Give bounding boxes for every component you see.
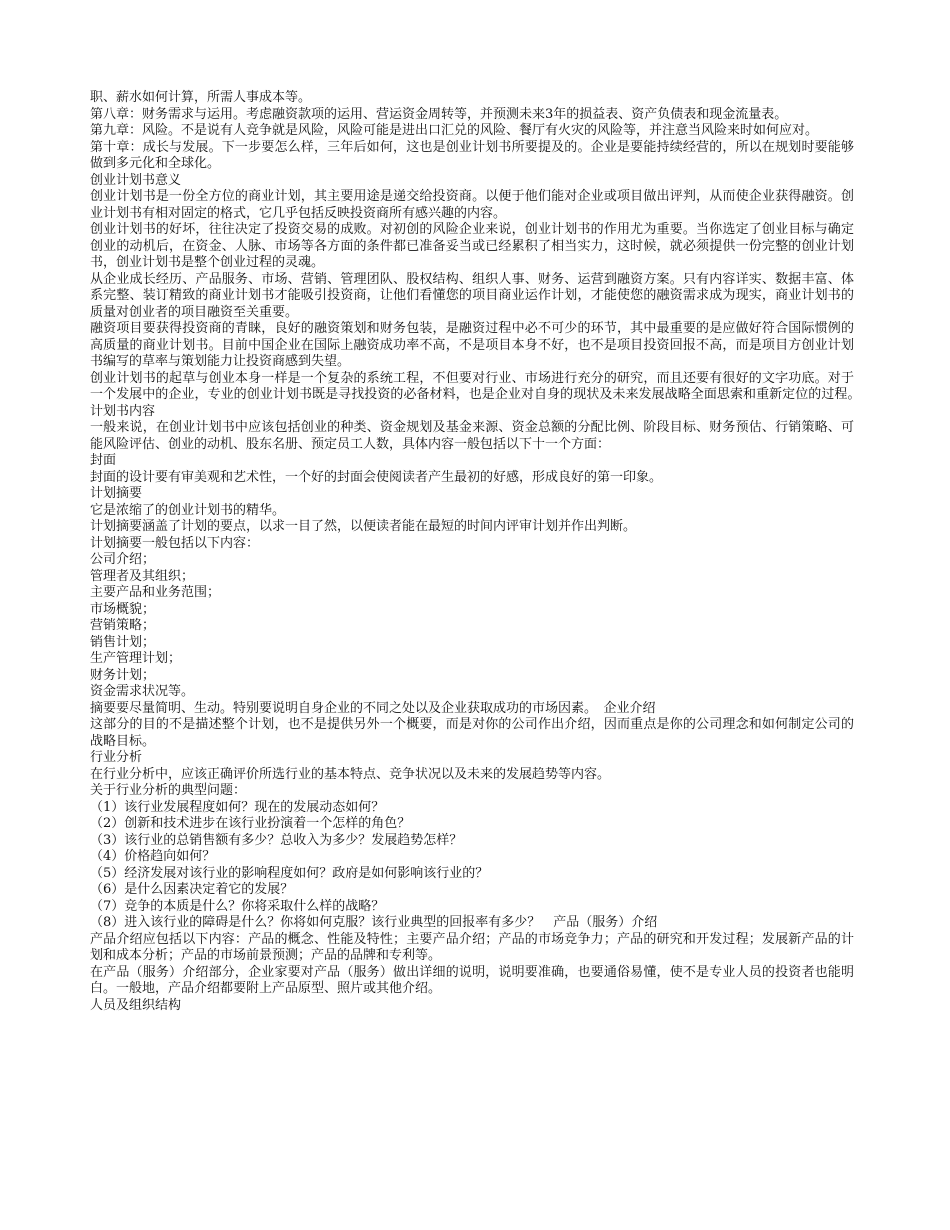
paragraph: 在行业分析中，应该正确评价所选行业的基本特点、竞争状况以及未来的发展趋势等内容。 [90, 766, 611, 782]
paragraph: 封面的设计要有审美观和艺术性，一个好的封面会使阅读者产生最初的好感，形成良好的第一印象。 [90, 469, 663, 485]
list-item: 管理者及其组织； [90, 568, 195, 584]
paragraph: 在产品（服务）介绍部分，企业家要对产品（服务）做出详细的说明，说明要准确，也要通俗易懂，使不是专业人员的投资者也能明白。一般地，产品介绍都要附上产品原型、照片或其他介绍。 [90, 964, 854, 996]
section-heading: 封面 [90, 453, 117, 468]
question-item: （6）是什么因素决定着它的发展？ [90, 882, 294, 897]
paragraph: 计划摘要一般包括以下内容： [90, 535, 260, 551]
section-heading: 人员及组织结构 [90, 997, 182, 1013]
paragraph: 融资项目要获得投资商的青睐，良好的融资策划和财务包装，是融资过程中必不可少的环节，其中最重要的是应做好符合国际惯例的高质量的商业计划书。目前中国企业在国际上融资成功率不高，不是项目本身不好，也不是项目投资回报不高，而是项目方创业计划书编写的草率与策划能力让投资商感到失望。 [90, 321, 854, 369]
question-item: （4）价格趋向如何？ [90, 849, 216, 864]
list-item: 市场概貌； [90, 601, 156, 617]
paragraph: 一般来说，在创业计划书中应该包括创业的种类、资金规划及基金来源、资金总额的分配比例、阶段目标、财务预估、行销策略、可能风险评估、创业的动机、股东名册、预定员工人数，具体内容一般包括以下十一个方面： [90, 420, 854, 452]
section-heading: 行业分析 [90, 750, 143, 765]
list-item: 公司介绍； [90, 552, 156, 567]
list-item: 财务计划； [90, 667, 156, 683]
section-heading: 创业计划书意义 [90, 172, 182, 188]
paragraph: 从企业成长经历、产品服务、市场、营销、管理团队、股权结构、组织人事、财务、运营到融资方案。只有内容详实、数据丰富、体系完整、装订精致的商业计划书才能吸引投资商，让他们看懂您的项目商业运作计划，才能使您的融资需求成为现实，商业计划书的质量对创业者的项目融资至关重要。 [90, 271, 854, 320]
question-item: （7）竞争的本质是什么？你将采取什么样的战略？ [90, 898, 385, 914]
list-item: 销售计划； [90, 634, 156, 650]
paragraph: 产品介绍应包括以下内容：产品的概念、性能及特性；主要产品介绍；产品的市场竞争力；产品的研究和开发过程；发展新产品的计划和成本分析；产品的市场前景预测；产品的品牌和专利等。 [90, 931, 854, 963]
paragraph: 创业计划书的起草与创业本身一样是一个复杂的系统工程，不但要对行业、市场进行充分的研究，而且还要有很好的文字功底。对于一个发展中的企业，专业的创业计划书既是寻找投资的必备材料，也是企业对自身的现状及未来发展战略全面思索和重新定位的过程。 计划书内容 [90, 370, 868, 419]
paragraph: 它是浓缩了的创业计划书的精华。 [90, 502, 286, 518]
question-item: （2）创新和技术进步在该行业扮演着一个怎样的角色？ [90, 816, 411, 831]
list-item: 资金需求状况等。 [90, 684, 195, 699]
list-item: 营销策略； [90, 618, 156, 633]
question-item: （1）该行业发展程度如何？现在的发展动态如何？ [90, 799, 385, 815]
list-item: 生产管理计划； [90, 651, 182, 666]
question-item: （5）经济发展对该行业的影响程度如何？政府是如何影响该行业的？ [90, 865, 489, 881]
list-item: 主要产品和业务范围； [90, 585, 221, 600]
text-line: 第九章：风险。不是说有人竞争就是风险，风险可能是进出口汇兑的风险、餐厅有火灾的风险等，并注意当风险来时如何应对。 [90, 123, 819, 138]
paragraph: 摘要要尽量简明、生动。特别要说明自身企业的不同之处以及企业获取成功的市场因素。 企业介绍 [90, 700, 656, 716]
paragraph: 关于行业分析的典型问题： [90, 783, 247, 798]
paragraph: 计划摘要涵盖了计划的要点，以求一目了然，以便读者能在最短的时间内评审计划并作出判断。 [90, 519, 637, 534]
text-line: 第十章：成长与发展。下一步要怎么样，三年后如何，这也是创业计划书所要提及的。企业是要能持续经营的，所以在规划时要能够做到多元化和全球化。 [90, 139, 854, 171]
paragraph: 创业计划书是一份全方位的商业计划，其主要用途是递交给投资商。以便于他们能对企业或项目做出评判，从而使企业获得融资。创业计划书有相对固定的格式，它几乎包括反映投资商所有感兴趣的内容。 [90, 189, 854, 221]
text-line: 第八章：财务需求与运用。考虑融资款项的运用、营运资金周转等，并预测未来3年的损益表、资产负债表和现金流量表。 [90, 106, 788, 122]
paragraph: 这部分的目的不是描述整个计划，也不是提供另外一个概要，而是对你的公司作出介绍，因而重点是你的公司理念和如何制定公司的战略目标。 [90, 717, 854, 749]
text-line: 职、薪水如何计算，所需人事成本等。 [90, 90, 312, 105]
paragraph: 创业计划书的好坏，往往决定了投资交易的成败。对初创的风险企业来说，创业计划书的作用尤为重要。当你选定了创业目标与确定创业的动机后，在资金、人脉、市场等各方面的条件都已准备妥当或已经累积了相当实力，这时候，就必须提供一份完整的创业计划书，创业计划书是整个创业过程的灵魂。 [90, 222, 854, 270]
section-heading: 计划摘要 [90, 486, 143, 501]
question-item: （8）进入该行业的障碍是什么？你将如何克服？该行业典型的回报率有多少？ 产品（服务）介绍 [90, 915, 658, 930]
question-item: （3）该行业的总销售额有多少？总收入为多少？发展趋势怎样？ [90, 832, 463, 848]
